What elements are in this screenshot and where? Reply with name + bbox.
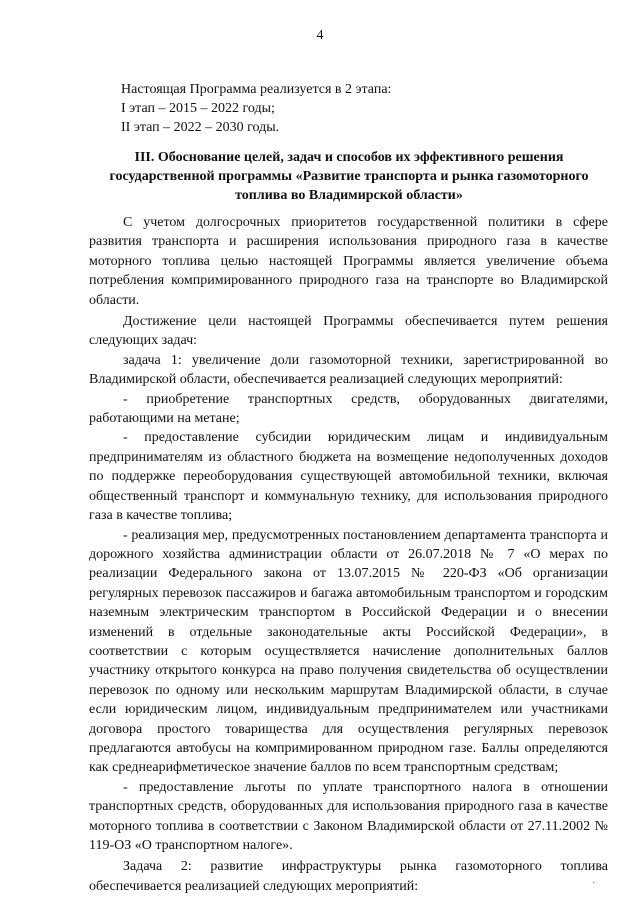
paragraph-task-2: Задача 2: развитие инфраструктуры рынка газомоторного топлива обеспечивается реализацией следующих мероприятий: [89,859,608,894]
paragraph-tasks-intro: Достижение цели настоящей Программы обеспечивается путем решения следующих задач: [89,314,608,349]
program-stages [121,80,391,137]
stages-intro: Настоящая Программа реализуется в 2 этапа: [121,82,392,97]
list-item-subsidy: - предоставление субсидии юридическим лицам и индивидуальным предпринимателям из областного бюджета на возмещение недополученных доходов по поддержке переоборудования существующей автомобильной техники, включая общественный транспорт и коммунальную технику, для использования природного газа в качестве топлива; [89,430,608,524]
section-heading: III. Обоснование целей, задач и способов их эффективного решения государственной программы «Развитие транспорта и рынка газомоторного топлива во Владимирской области» [109,150,589,203]
paragraph-task-1: задача 1: увеличение доли газомоторной техники, зарегистрированной во Владимирской области, обеспечивается реализацией следующих мероприятий: [89,352,608,388]
stage-1: I этап – 2015 – 2022 годы; [121,101,275,116]
list-item-tax-benefit: - предоставление льготы по уплате транспортного налога в отношении транспортных средств, оборудованных для использования природного газа в качестве моторного топлива в соответствии с Законом Владимирской области от 27.11.2002 № 119-ОЗ «О транспортном налоге». [89,779,608,853]
corner-mark: · [592,878,596,889]
body-text [89,213,608,896]
list-item-measures: - реализация мер, предусмотренных постановлением департамента транспорта и дорожного хозяйства администрации области от 26.07.2018 № 7 «О мерах по реализации Федерального закона от 13.07.2015 № 220-ФЗ «Об организации регулярных перевозок пассажиров и багажа автомобильным транспортом и городским наземным электрическим транспортом в Российской Федерации и о внесении изменений в отдельные законодательные акты Российской Федерации», в соответствии с которым осуществляется начисление дополнительных баллов участнику открытого конкурса на право получения свидетельства об осуществлении перевозок по одному или нескольким маршрутам Владимирской области, в случае если юридическим лицом, индивидуальным предпринимателем или участниками договора простого товарищества для осуществления регулярных перевозок предлагаются автобусы на компримированном природном газе. Баллы определяются как среднеарифметическое значение баллов по всем транспортным средствам; [89,527,608,776]
page-number: 4 [316,28,324,43]
stage-2: II этап – 2022 – 2030 годы. [121,120,280,135]
list-item-vehicles: - приобретение транспортных средств, оборудованных двигателями, работающими на метане; [89,391,608,427]
paragraph-goal: С учетом долгосрочных приоритетов государственной политики в сфере развития транспорта и расширения использования природного газа в качестве моторного топлива целью настоящей Программы является увеличение объема потребления компримированного природного газа на транспорте во Владимирской области. [89,215,608,308]
